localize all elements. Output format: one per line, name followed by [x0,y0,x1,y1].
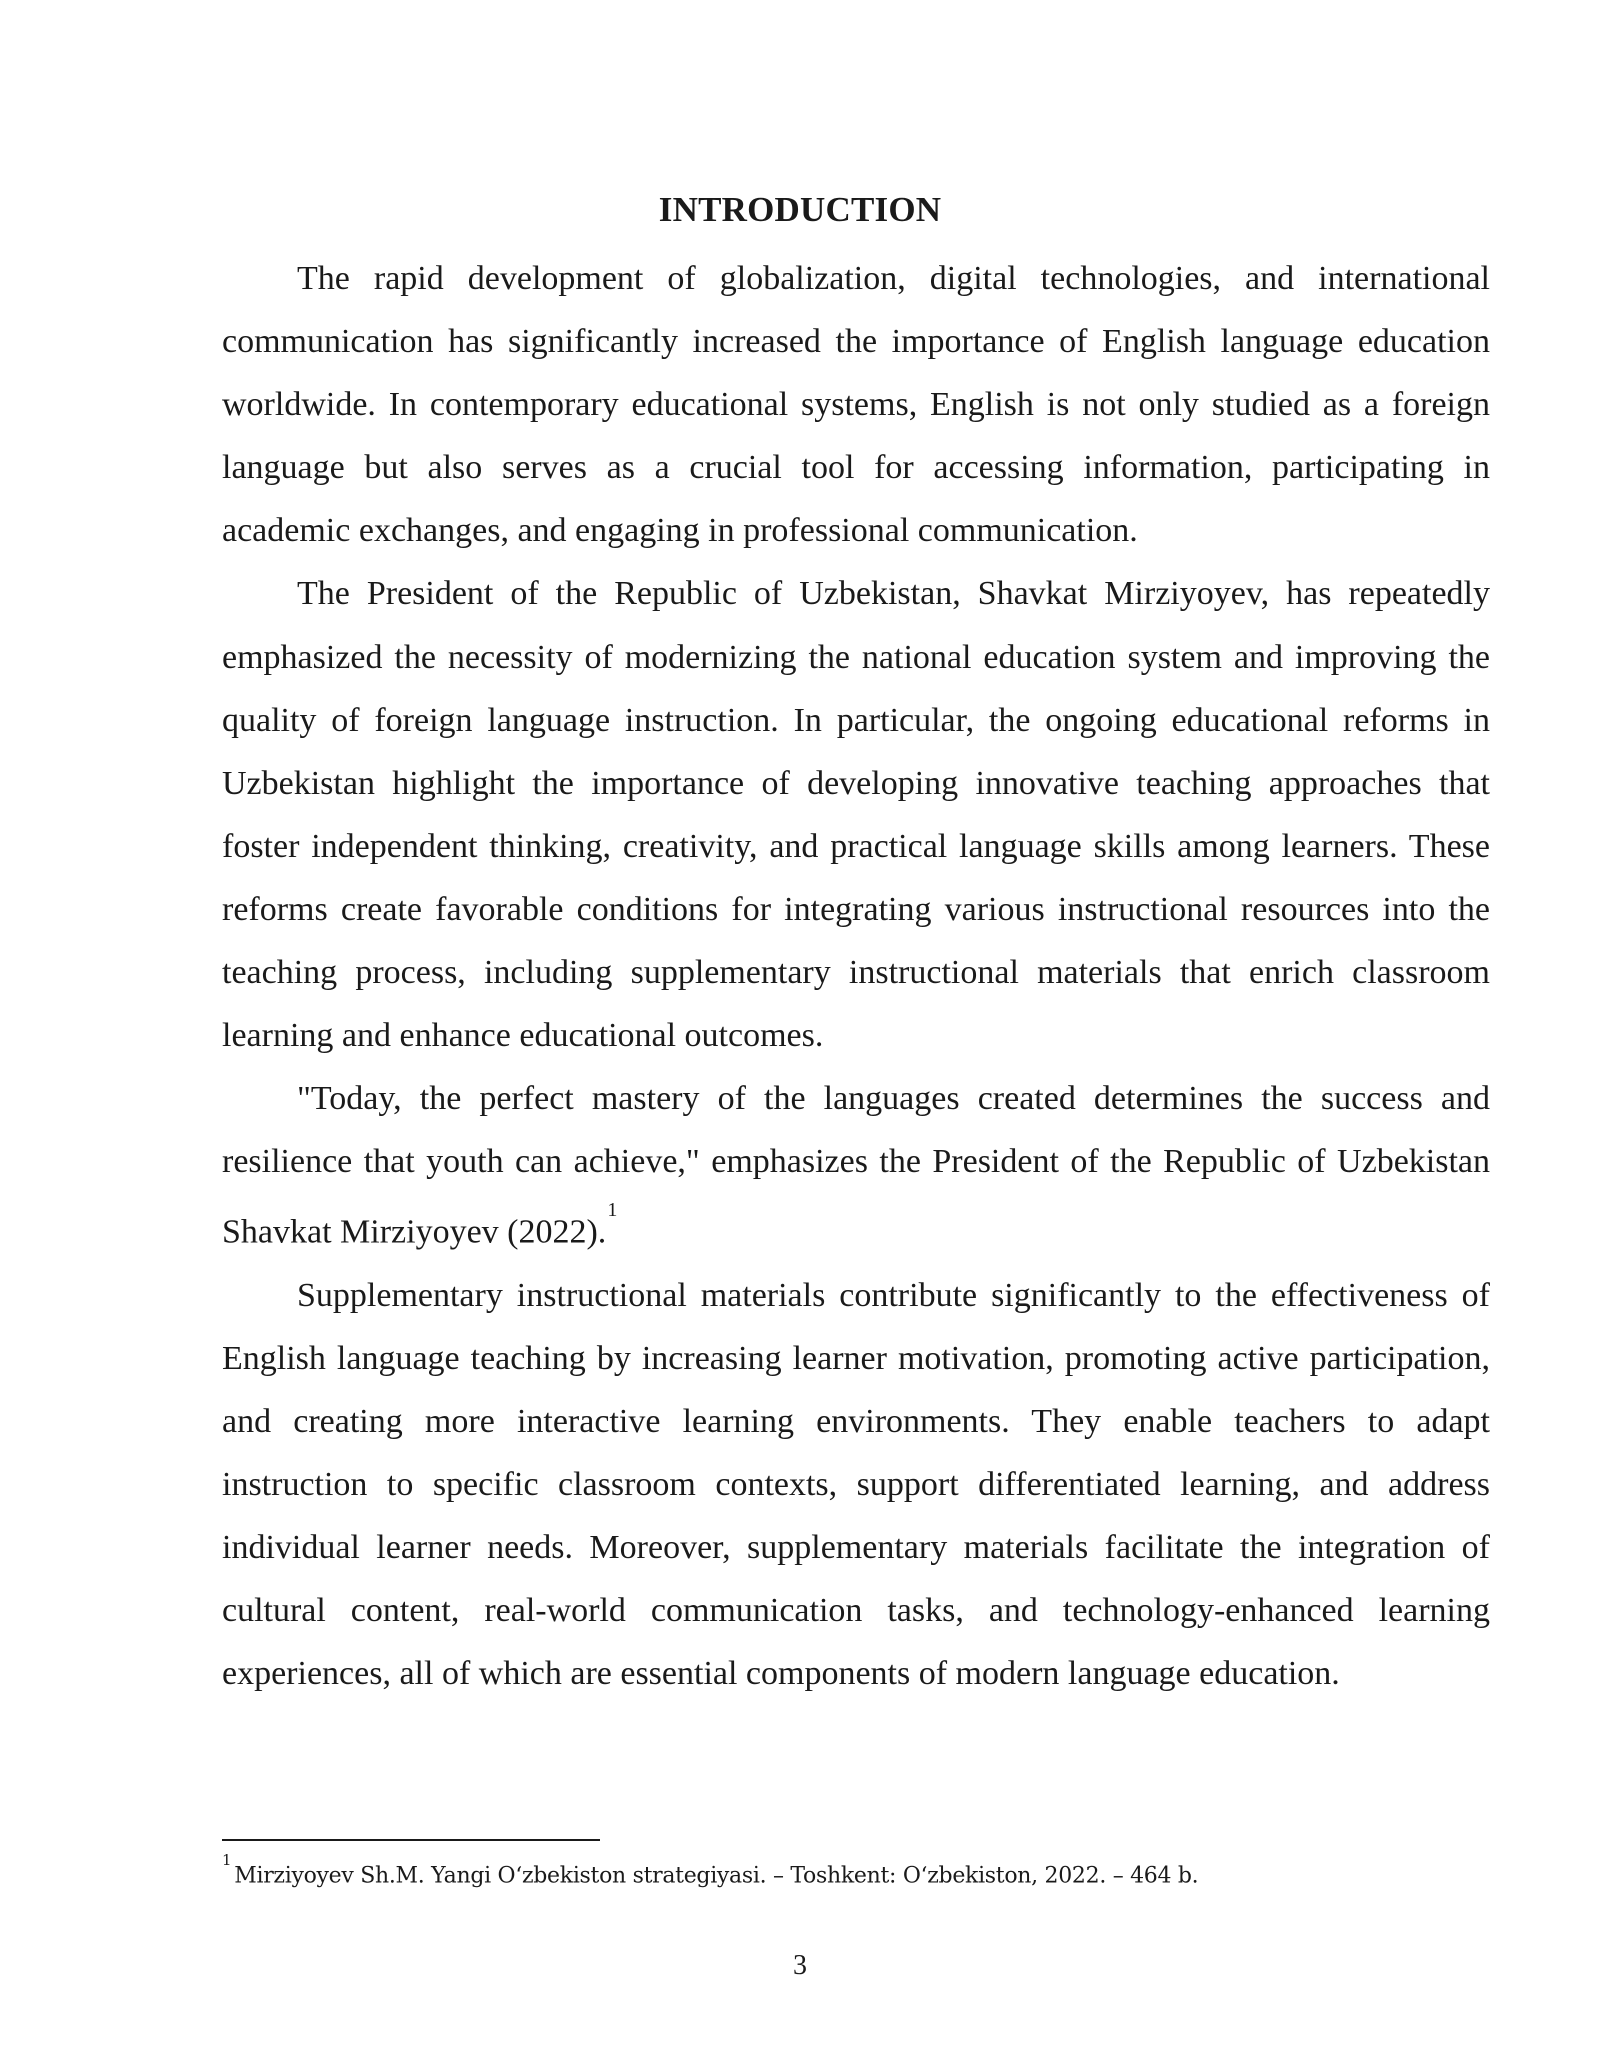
page-number: 3 [793,1950,807,1981]
paragraph-2: The President of the Republic of Uzbekistan, Shavkat Mirziyoyev, has repeatedly emphasized the necessity of modernizing the national education system and improving the quality of foreign language instruction. In particular, the ongoing educational reforms in Uzbekistan highlight the importance of developing innovative teaching approaches that foster independent thinking, creativity, and practical language skills among learners. These reforms create favorable conditions for integrating various instructional resources into the teaching process, including supplementary instructional materials that enrich classroom learning and enhance educational outcomes. [222,575,1490,1055]
footnote-reference[interactable]: 1 [607,1199,618,1222]
paragraph-1: The rapid development of globalization, digital technologies, and international communication has significantly increased the importance of English language education worldwide. In contemporary educational systems, English is not only studied as a foreign language but also serves as a crucial tool for accessing information, participating in academic exchanges, and engaging in professional communication. [222,260,1490,550]
section-heading: INTRODUCTION [658,190,942,229]
footnote-text: Mirziyoyev Sh.M. Yangi O‘zbekiston strategiyasi. – Toshkent: O‘zbekiston, 2022. – 464 b. [234,1863,1199,1889]
paragraph-4: Supplementary instructional materials contribute significantly to the effectiveness of English language teaching by increasing learner motivation, promoting active participation, and creating more interactive learning environments. They enable teachers to adapt instruction to specific classroom contexts, support differentiated learning, and address individual learner needs. Moreover, supplementary materials facilitate the integration of cultural content, real-world communication tasks, and technology-enhanced learning experiences, all of which are essential components of modern language education. [222,1276,1490,1693]
paragraph-3 [222,1067,1490,1264]
footnote-separator [222,1839,600,1841]
body-text [222,247,1490,1705]
footnote-number: 1 [222,1851,232,1869]
footnote [222,1853,1490,1892]
quote-text: "Today, the perfect mastery of the languages created determines the success and resilience that youth can achieve," emphasizes the President of the Republic of Uzbekistan Shavkat Mirziyoyev (2022). [222,1080,1490,1251]
